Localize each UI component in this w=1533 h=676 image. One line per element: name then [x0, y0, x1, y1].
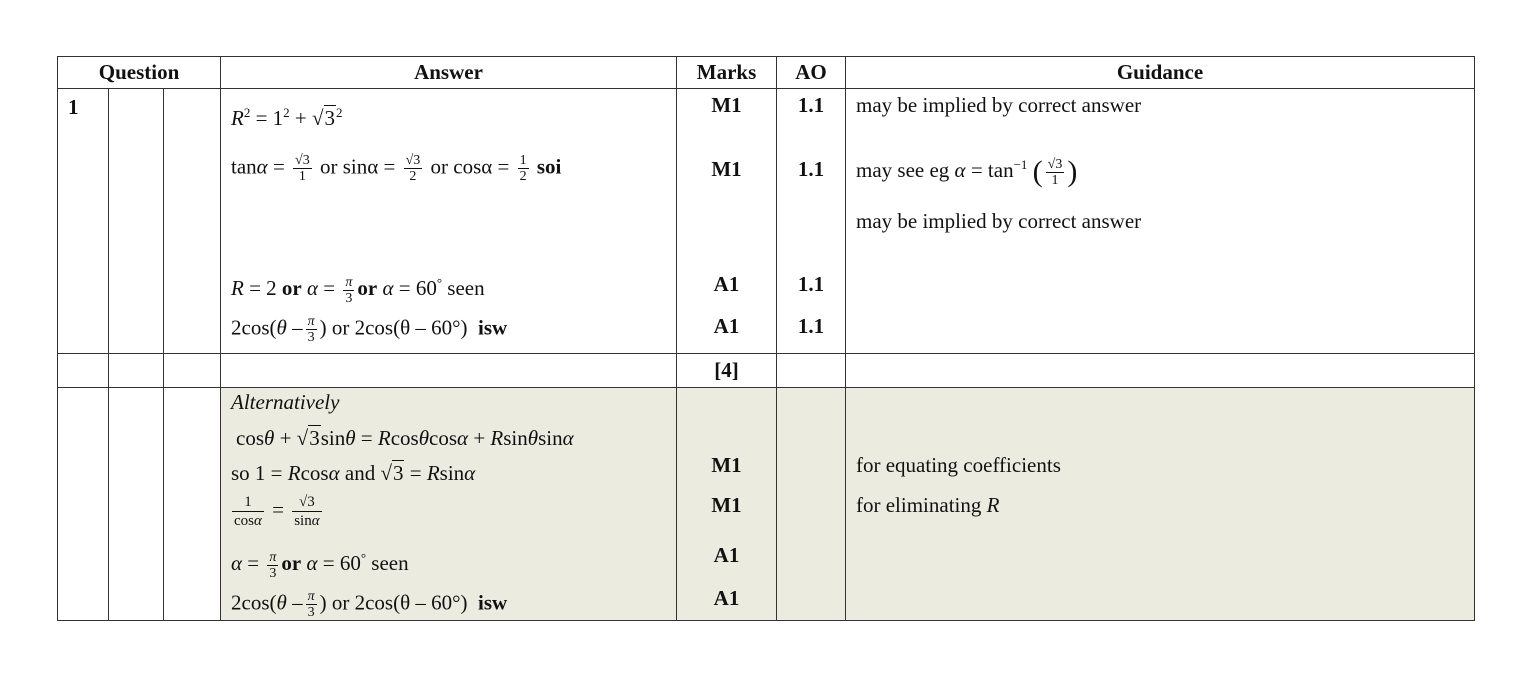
answer-line-4: 2cos(θ – $\frac{\pi}{3}$ ) or 2cos(θ – 60°) isw — [231, 314, 508, 345]
total-q1-cell — [58, 354, 109, 388]
q1-ao-cell — [777, 89, 846, 354]
answer-isw: isw — [478, 315, 508, 340]
header-answer: Answer — [221, 57, 677, 89]
alt-guidance-1: for equating coefficients — [856, 453, 1061, 477]
mark-2: M1 — [711, 157, 742, 181]
alt-seen: seen — [371, 551, 409, 575]
header-row — [58, 57, 1475, 89]
total-q2-cell — [109, 354, 164, 388]
answer-or-cos: or cosα = — [430, 154, 510, 179]
alt-guidance-2-text: for eliminating — [856, 493, 982, 517]
alt-guidance-cell — [846, 388, 1475, 621]
alt-line-2: so 1 = Rcosα and √3 = Rsinα — [231, 461, 476, 485]
guidance-3: may be implied by correct answer — [856, 209, 1142, 233]
answer-line-2: tanα = $\frac{√3}{1}$ or sinα = $\frac{√3}{2}$ or cosα = $\frac{1}{2}$ soi — [231, 153, 562, 184]
alt-answer-cell — [221, 388, 677, 621]
answer-line-1: $R^2 = 1^2 + √3^2$ — [231, 105, 343, 130]
ao-1: 1.1 — [797, 93, 825, 117]
q1-answer-cell — [221, 89, 677, 354]
total-row — [58, 354, 1475, 388]
mark-3: A1 — [713, 272, 740, 296]
alt-or-degrees: or 2cos(θ – 60°) — [331, 590, 468, 615]
alt-so: so 1 = — [231, 461, 283, 485]
alt-and: and — [344, 461, 376, 485]
ao-3: 1.1 — [797, 272, 825, 296]
answer-seen: seen — [447, 276, 485, 300]
ao-2: 1.1 — [797, 157, 825, 181]
answer-or-sin: or sinα = — [319, 154, 396, 179]
ao-4: 1.1 — [797, 314, 825, 338]
alt-q3-cell — [164, 388, 221, 621]
alt-ao-cell — [777, 388, 846, 621]
alt-guidance-2 — [856, 493, 999, 517]
total-ao-cell — [777, 354, 846, 388]
alt-guidance-2-var: R — [986, 493, 1000, 517]
alt-row — [58, 388, 1475, 621]
question-number: 1 — [68, 95, 79, 119]
header-ao: AO — [777, 57, 846, 89]
q1-part-cell — [109, 89, 164, 354]
answer-soi: soi — [536, 154, 562, 179]
alt-line-5: 2cos(θ – $\frac{\pi}{3}$ ) or 2cos(θ – 60°) isw — [231, 589, 508, 620]
q1-subpart-cell — [164, 89, 221, 354]
alt-mark-4: A1 — [713, 586, 740, 610]
alt-line-4: α = $\frac{\pi}{3}$ or α = 60° seen — [231, 549, 409, 581]
alt-isw: isw — [478, 590, 508, 615]
alt-line-3: $\frac{1}{\cos\alpha}$ = $\frac{√3}{\sin\alpha}$ — [234, 494, 320, 529]
alt-mark-1: M1 — [711, 453, 742, 477]
mark-4: A1 — [713, 314, 740, 338]
total-guidance-cell — [846, 354, 1475, 388]
header-guidance: Guidance — [846, 57, 1475, 89]
total-marks-cell — [677, 354, 777, 388]
total-q3-cell — [164, 354, 221, 388]
total-marks: [4] — [714, 358, 739, 382]
alt-mark-2: M1 — [711, 493, 742, 517]
mark-1: M1 — [711, 93, 742, 117]
alt-mark-3: A1 — [713, 543, 740, 567]
header-marks: Marks — [677, 57, 777, 89]
q1-marks-cell — [677, 89, 777, 354]
answer-line-3: R = 2 or α = $\frac{\pi}{3}$ or α = 60° seen — [231, 274, 485, 306]
answer-or-degrees: or 2cos(θ – 60°) — [331, 315, 468, 340]
alt-line-1: cosθ + √3sinθ = Rcosθcosα + Rsinθsinα — [236, 426, 574, 450]
header-question: Question — [58, 57, 221, 89]
q1-guidance-cell — [846, 89, 1475, 354]
q1-row — [58, 89, 1475, 354]
guidance-2: may see eg $\alpha = \tan^{-1}$ ( $\frac{√3}{1}$ ) — [856, 155, 1078, 189]
guidance-1: may be implied by correct answer — [856, 93, 1142, 117]
alt-marks-cell — [677, 388, 777, 621]
q1-number-cell — [58, 89, 109, 354]
alt-q2-cell — [109, 388, 164, 621]
alt-heading: Alternatively — [231, 390, 340, 414]
total-answer-cell — [221, 354, 677, 388]
alt-q1-cell — [58, 388, 109, 621]
markscheme-table — [57, 56, 1475, 621]
markscheme-sheet — [57, 56, 1475, 620]
